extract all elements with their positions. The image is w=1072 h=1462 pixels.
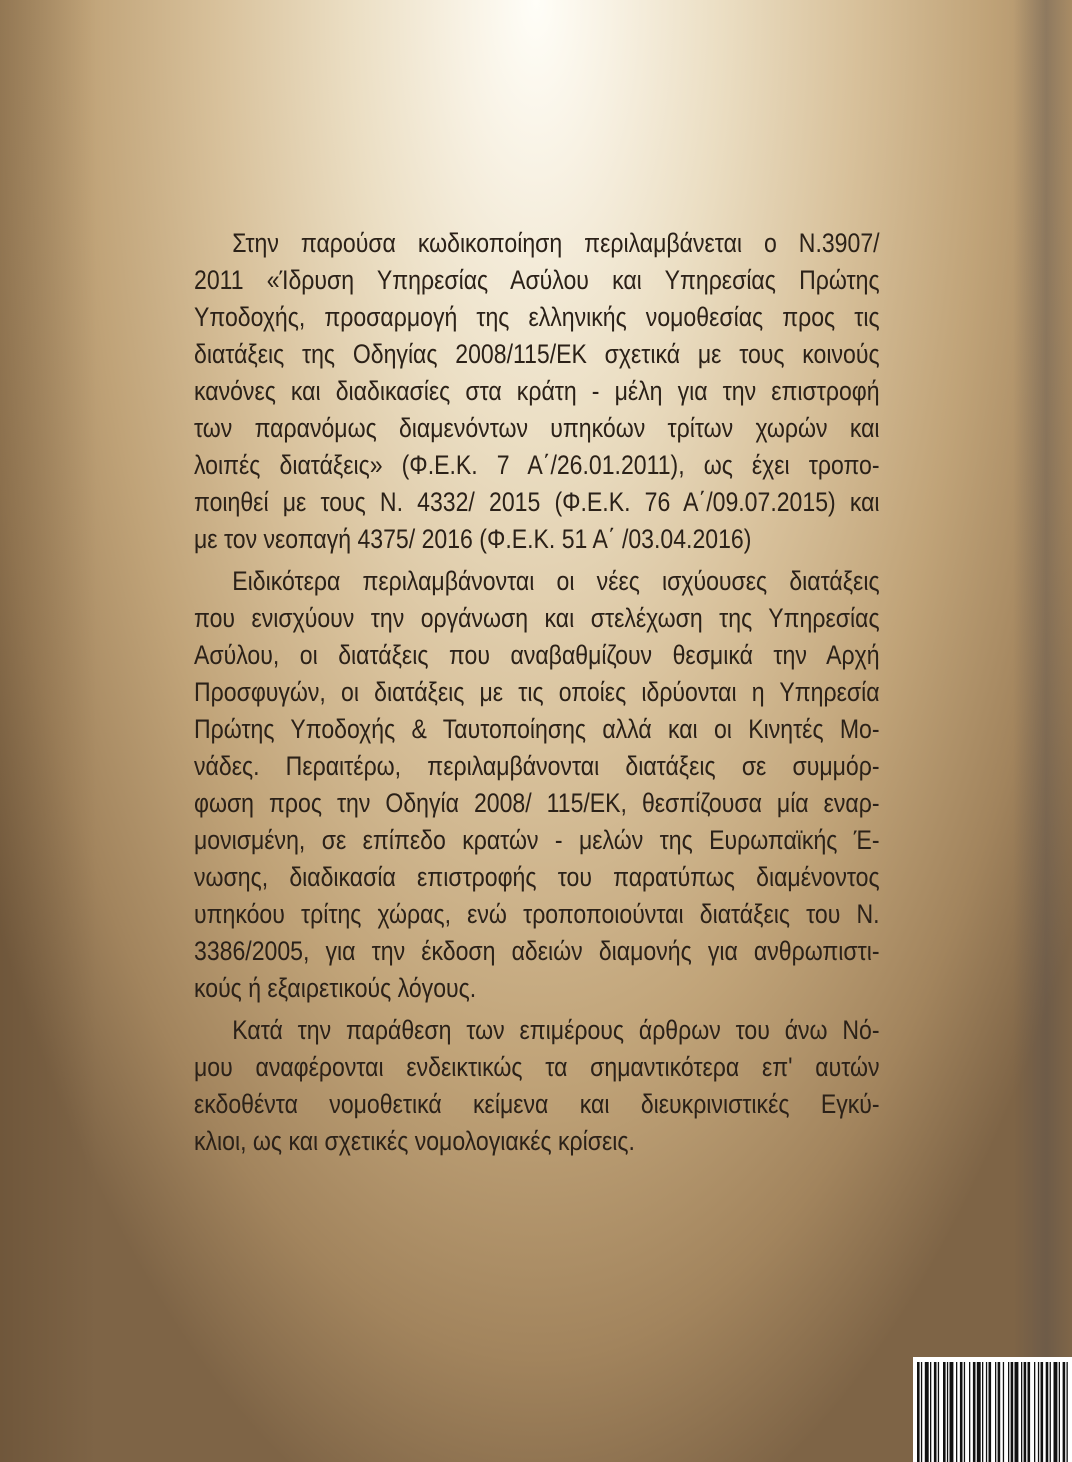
barcode-bar [973, 1362, 976, 1462]
barcode-bar [956, 1362, 957, 1462]
text-line: Ειδικότερα περιλαμβάνονται οι νέες ισχύουσες διατάξεις [232, 566, 880, 596]
blurb-text [194, 225, 880, 1160]
text-line: που ενισχύουν την οργάνωση και στελέχωση της Υπηρεσίας [194, 603, 880, 633]
text-line: Κατά την παράθεση των επιμέρους άρθρων του άνω Νό- [232, 1015, 880, 1045]
text-line: 2011 «Ίδρυση Υπηρεσίας Ασύλου και Υπηρεσίας Πρώτης [194, 265, 880, 295]
paragraph-3 [194, 1012, 880, 1160]
text-line: διατάξεις της Οδηγίας 2008/115/ΕΚ σχετικά με τους κοινούς [194, 339, 880, 369]
text-line: μονισμένη, σε επίπεδο κρατών - μελών της Ευρωπαϊκής Έ- [194, 825, 880, 855]
barcode-bar [982, 1362, 983, 1462]
text-line: υπηκόου τρίτης χώρας, ενώ τροποποιούνται διατάξεις του Ν. [194, 899, 880, 929]
text-line: κανόνες και διαδικασίες στα κράτη - μέλη για την επιστροφή [194, 376, 880, 406]
barcode-bar [1067, 1362, 1068, 1462]
text-line: νάδες. Περαιτέρω, περιλαμβάνονται διατάξεις σε συμμόρ- [194, 751, 880, 781]
paragraph-2 [194, 563, 880, 1007]
barcode-bar [989, 1362, 992, 1462]
text-line: Ασύλου, οι διατάξεις που αναβαθμίζουν θεσμικά την Αρχή [194, 640, 880, 670]
barcode-bar [1008, 1362, 1009, 1462]
barcode-bar [964, 1362, 965, 1462]
barcode-bar [1028, 1362, 1031, 1462]
barcode-bar [1038, 1362, 1039, 1462]
text-line: φωση προς την Οδηγία 2008/ 115/ΕΚ, θεσπίζουσα μία εναρ- [194, 788, 880, 818]
text-line: Προσφυγών, οι διατάξεις με τις οποίες ιδρύονται η Υπηρεσία [194, 677, 880, 707]
barcode-bar [995, 1362, 996, 1462]
text-line: των παρανόμως διαμενόντων υπηκόων τρίτων χωρών και [194, 413, 880, 443]
barcode-bar [1024, 1362, 1027, 1462]
text-line: μου αναφέρονται ενδεικτικώς τα σημαντικότερα επ' αυτών [194, 1052, 880, 1082]
barcode-bar [1046, 1362, 1049, 1462]
text-line: λοιπές διατάξεις» (Φ.Ε.Κ. 7 Α΄/26.01.2011), ως έχει τροπο- [194, 450, 880, 480]
barcode-bar [1011, 1362, 1014, 1462]
barcode-bar [960, 1362, 963, 1462]
barcode-bar [1063, 1362, 1066, 1462]
text-line: Υποδοχής, προσαρμογή της ελληνικής νομοθεσίας προς τις [194, 302, 880, 332]
paragraph-1 [194, 225, 880, 558]
barcode-bar [938, 1362, 939, 1462]
text-line: κλιοι, ως και σχετικές νομολογιακές κρίσεις. [194, 1126, 635, 1156]
barcode-bar [943, 1362, 946, 1462]
text-line: κούς ή εξαιρετικούς λόγους. [194, 973, 477, 1003]
barcode-bar [1021, 1362, 1022, 1462]
text-line: ποιηθεί με τους Ν. 4332/ 2015 (Φ.Ε.Κ. 76 Α΄/09.07.2015) και [194, 487, 880, 517]
barcode [913, 1357, 1072, 1462]
barcode-bar [1050, 1362, 1051, 1462]
barcode-bar [947, 1362, 948, 1462]
barcode-bar [986, 1362, 987, 1462]
barcode-graphic [913, 1357, 1072, 1462]
text-line: με τον νεοπαγή 4375/ 2016 (Φ.Ε.Κ. 51 Α΄ /03.04.2016) [194, 524, 752, 554]
text-line: Στην παρούσα κωδικοποίηση περιλαμβάνεται ο Ν.3907/ [232, 228, 880, 258]
barcode-bar [917, 1362, 920, 1462]
barcode-bar [1015, 1362, 1019, 1462]
text-line: Πρώτης Υποδοχής & Ταυτοποίησης αλλά και οι Κινητές Μο- [194, 714, 880, 744]
barcode-bar [934, 1362, 937, 1462]
barcode-bar [1003, 1362, 1004, 1462]
barcode-bar [1041, 1362, 1044, 1462]
text-line: εκδοθέντα νομοθετικά κείμενα και διευκρινιστικές Εγκύ- [194, 1089, 880, 1119]
barcode-bar [977, 1362, 981, 1462]
barcode-bar [1059, 1362, 1060, 1462]
barcode-bar [998, 1362, 1001, 1462]
barcode-bar [950, 1362, 954, 1462]
barcode-bar [921, 1362, 922, 1462]
barcode-bar [1034, 1362, 1035, 1462]
text-line: νωσης, διαδικασία επιστροφής του παρατύπως διαμένοντος [194, 862, 880, 892]
barcode-bar [930, 1362, 931, 1462]
text-line: 3386/2005, για την έκδοση αδειών διαμονής για ανθρωπιστι- [194, 936, 880, 966]
barcode-bar [969, 1362, 970, 1462]
barcode-bar [1054, 1362, 1058, 1462]
barcode-bar [925, 1362, 929, 1462]
